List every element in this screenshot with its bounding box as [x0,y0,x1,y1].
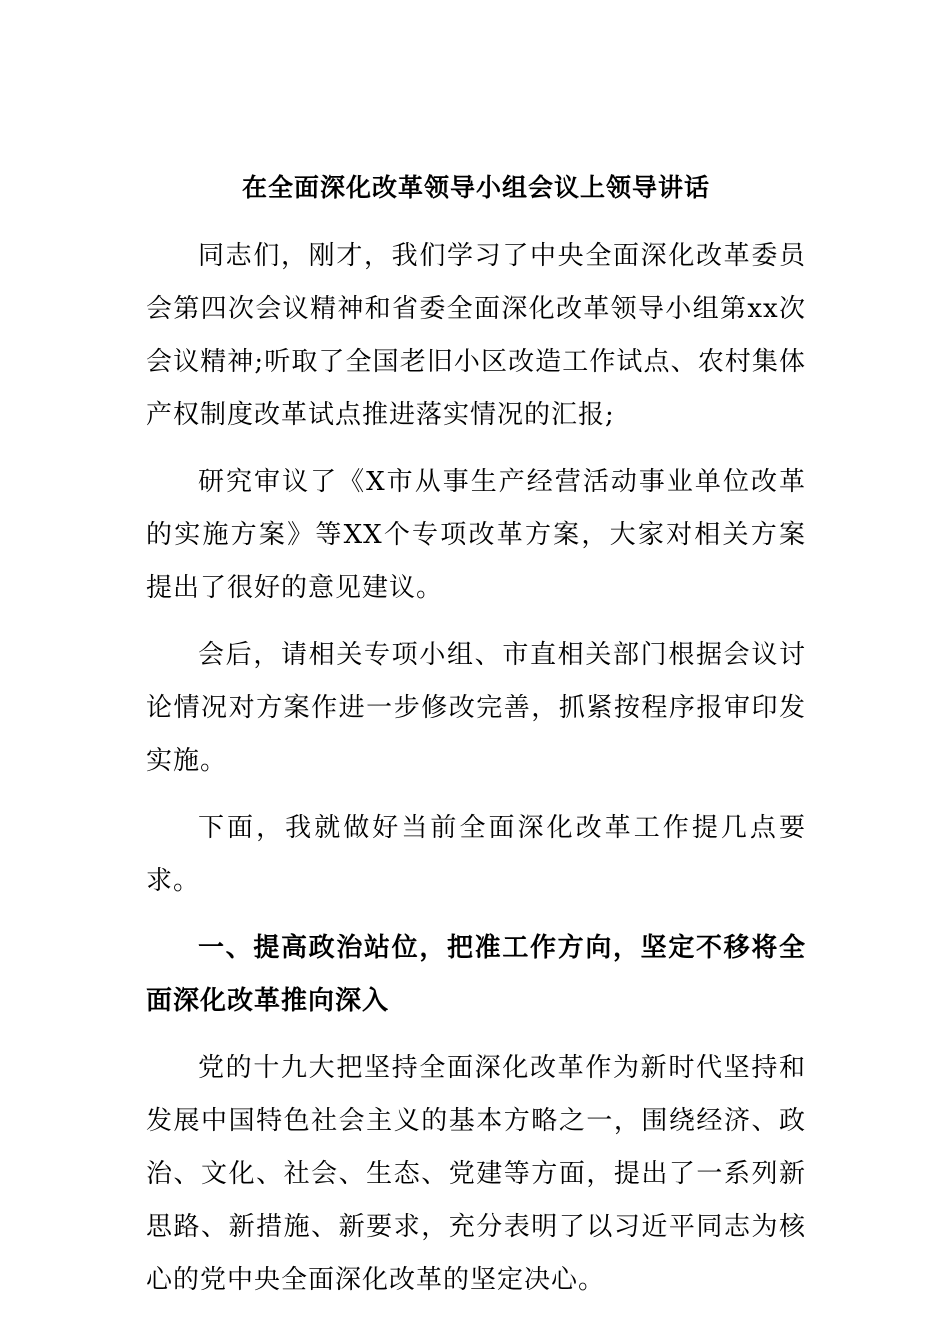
document-body [146,168,806,1321]
paragraph-requirements-intro: 下面，我就做好当前全面深化改革工作提几点要求。 [146,813,806,896]
document-title: 在全面深化改革领导小组会议上领导讲话 [241,173,710,202]
section-heading: 一、提高政治站位，把准工作方向，坚定不移将全面深化改革推向深入 [146,933,806,1016]
section-paragraph: 党的十九大把坚持全面深化改革作为新时代坚持和发展中国特色社会主义的基本方略之一，围绕经济、政治、文化、社会、生态、党建等方面，提出了一系列新思路、新措施、新要求，充分表明了以习近平同志为核心的党中央全面深化改革的坚定决心。 [146,1053,806,1295]
paragraph-intro: 同志们，刚才，我们学习了中央全面深化改革委员会第四次会议精神和省委全面深化改革领导小组第xx次会议精神;听取了全国老旧小区改造工作试点、农村集体产权制度改革试点推进落实情况的汇报; [146,241,806,430]
paragraph-followup: 会后，请相关专项小组、市直相关部门根据会议讨论情况对方案作进一步修改完善，抓紧按程序报审印发实施。 [146,640,806,776]
paragraph-review: 研究审议了《X市从事生产经营活动事业单位改革的实施方案》等XX个专项改革方案，大家对相关方案提出了很好的意见建议。 [146,467,806,603]
